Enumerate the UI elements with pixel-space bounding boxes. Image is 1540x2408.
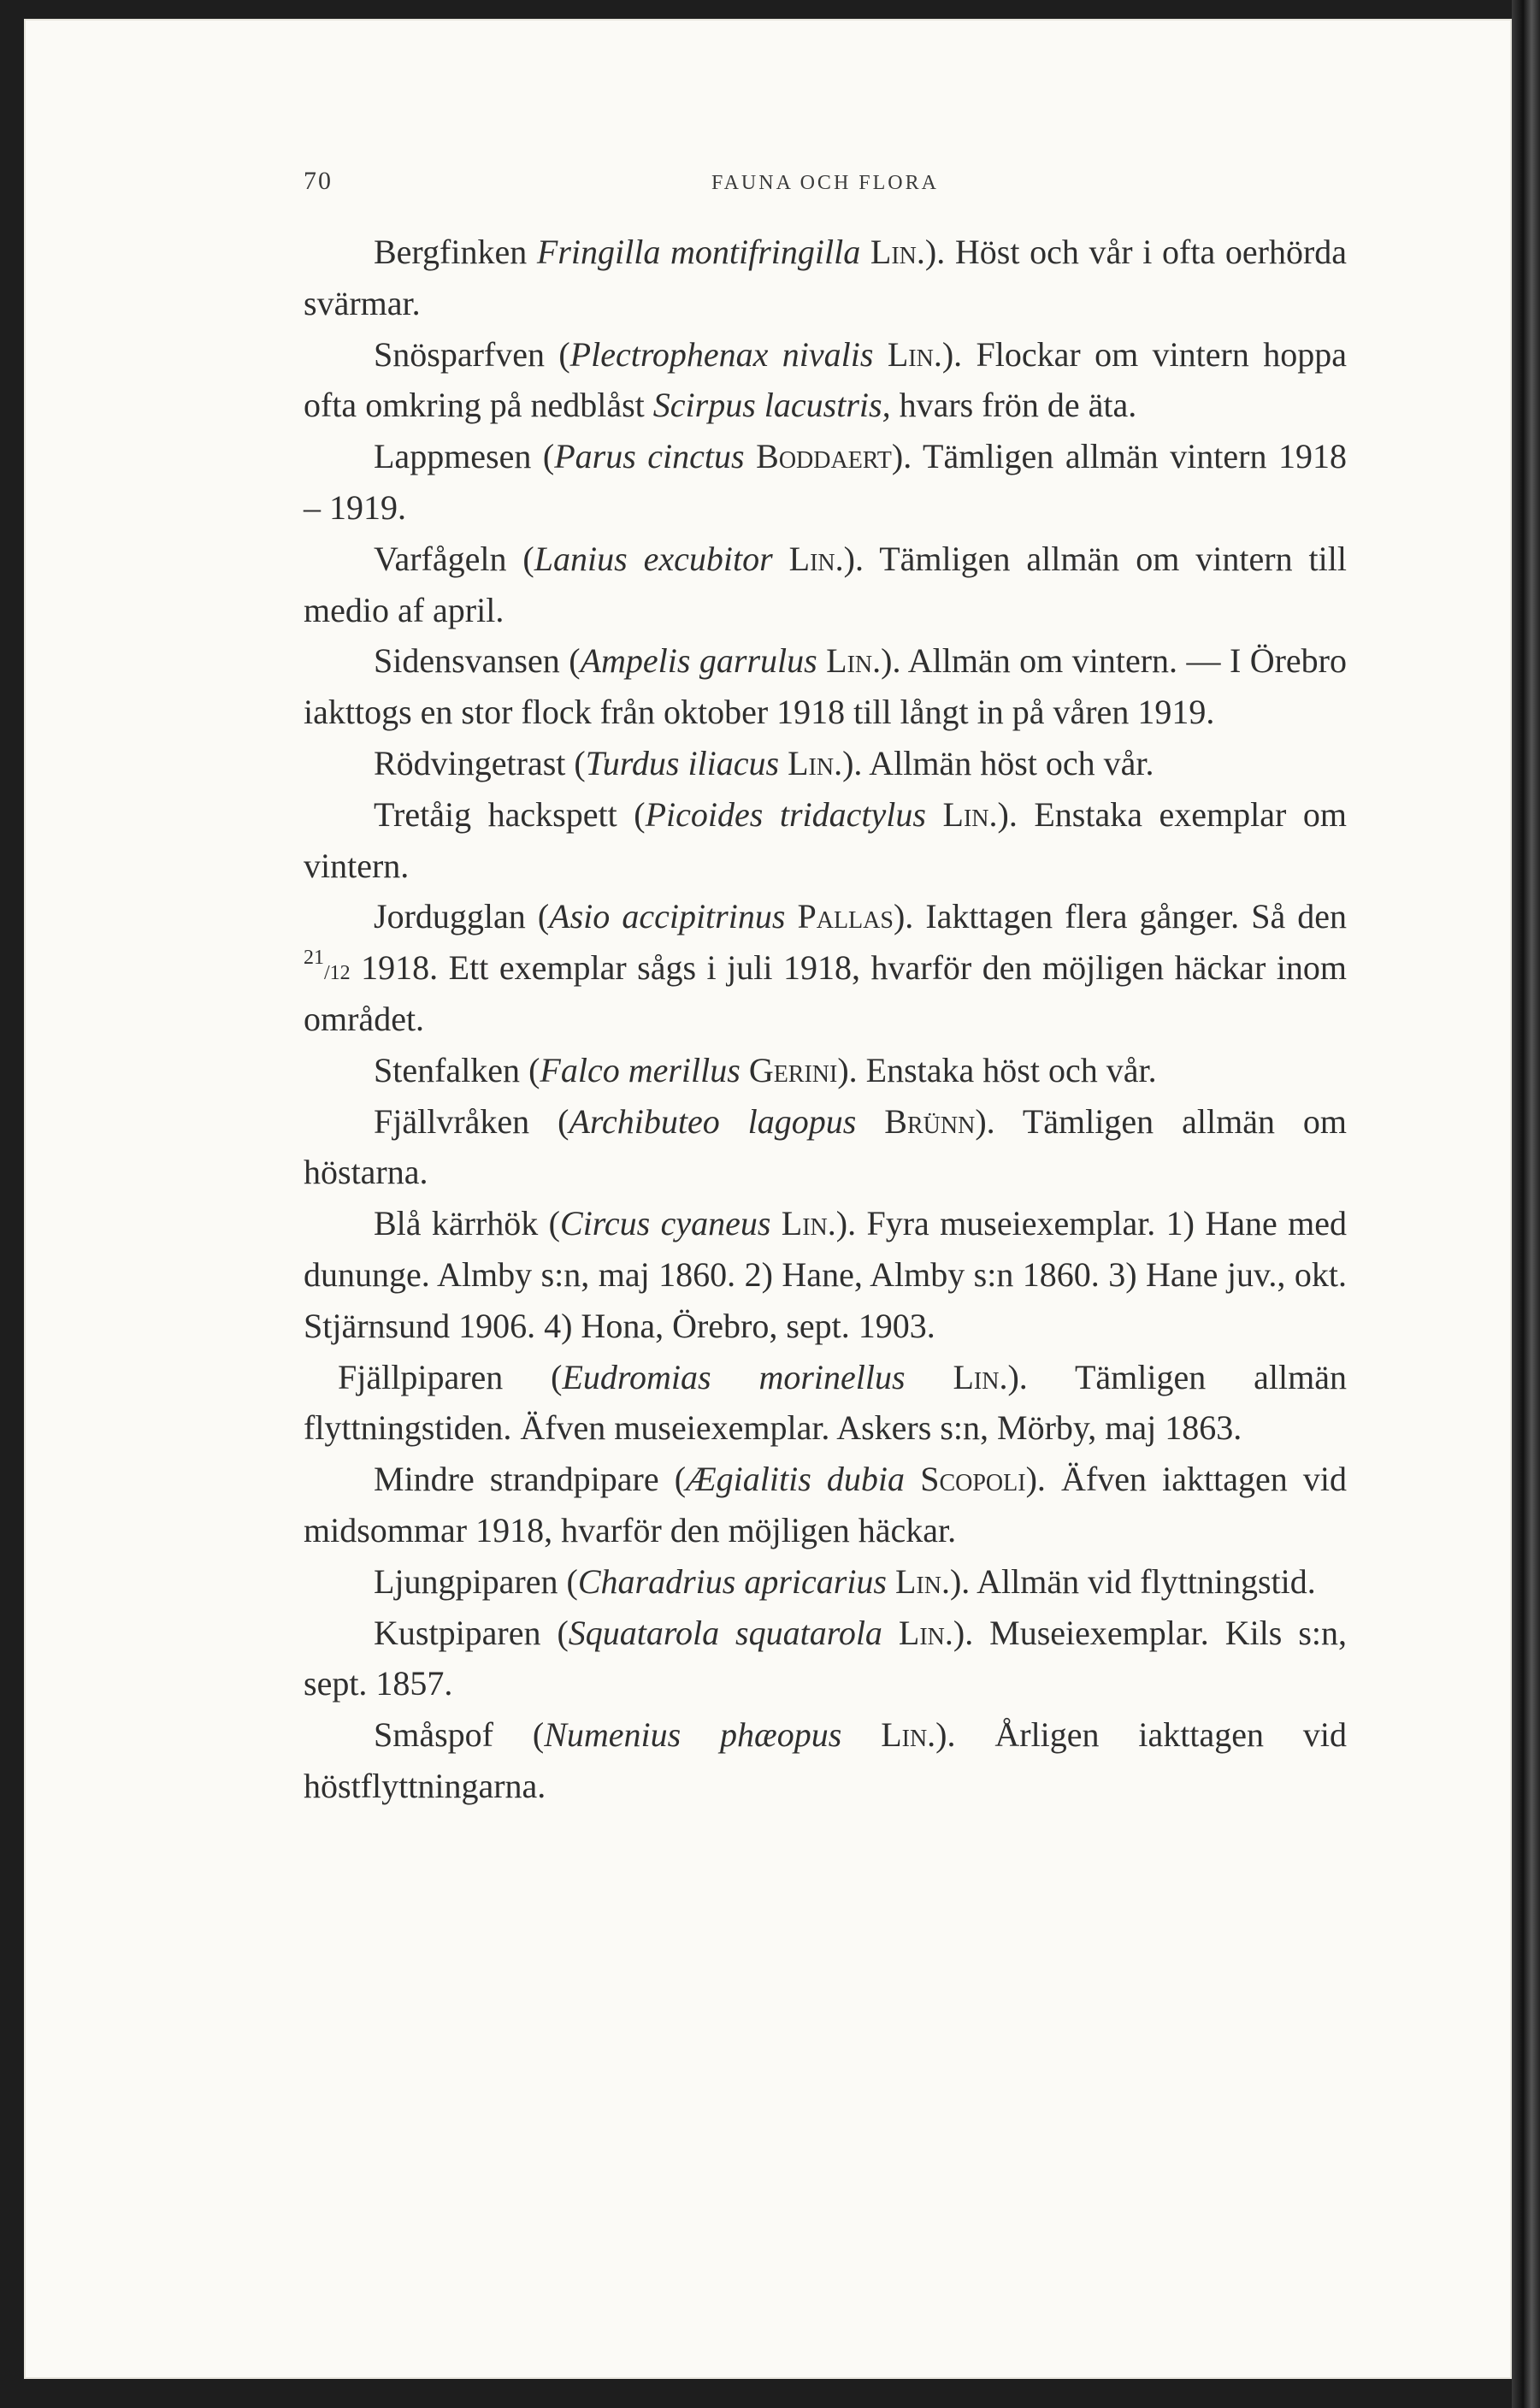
- author: Lin.: [781, 1204, 836, 1243]
- scientific-name: Falco merillus: [540, 1050, 740, 1089]
- species-entry: Stenfalken (Falco merillus Gerini). Enstaka höst och vår.: [374, 1050, 1157, 1089]
- common-name: Ljungpiparen: [374, 1561, 558, 1601]
- common-name: Kustpiparen: [374, 1613, 541, 1652]
- scientific-name: Circus cyaneus: [560, 1204, 771, 1243]
- scientific-name-inline: Scirpus lacustris,: [652, 386, 891, 425]
- common-name: Tretåig hackspett: [374, 794, 617, 834]
- author: Lin.: [788, 539, 844, 578]
- entry-text: ). Höst och vår i ofta oerhörda svärmar.: [304, 233, 1348, 322]
- species-entry: Mindre strandpipare (Ægialitis dubia Scopoli). Äfven iakttagen vid midsommar 1918, hvarför den möjligen häckar.: [304, 1460, 1348, 1549]
- scan-edge: [1512, 0, 1540, 2408]
- author: Brünn: [884, 1101, 976, 1141]
- common-name: Blå kärrhök: [374, 1204, 539, 1243]
- common-name: Varfågeln: [374, 539, 507, 578]
- entry-text: ). Allmän höst och vår.: [842, 743, 1154, 782]
- species-entry: Ljungpiparen (Charadrius apricarius Lin.). Allmän vid flyttningstid.: [374, 1561, 1316, 1601]
- entry-text: 1918. Ett exemplar sågs i juli 1918, hvarför den möjligen häckar inom området.: [304, 948, 1347, 1038]
- scientific-name: Ampelis garrulus: [580, 641, 817, 681]
- author: Scopoli: [920, 1460, 1026, 1499]
- species-entry: Varfågeln (Lanius excubitor Lin.). Tämligen allmän om vintern till medio af april.: [304, 539, 1348, 629]
- species-list: [304, 227, 1347, 1812]
- entry-text: ). Äfven iakttagen vid midsommar 1918, hvarför den möjligen häckar.: [304, 1460, 1348, 1549]
- species-entry: Jordugglan (Asio accipitrinus Pallas). Iakttagen flera gånger. Så den $^{21}$/12 1918. Ett exemplar sågs i juli 1918, hvarför den möjligen häckar inom området.: [304, 897, 1348, 1038]
- species-entry: Fjällpiparen (Eudromias morinellus Lin.). Tämligen allmän flyttningstiden. Äfven museiexemplar. Askers s:n, Mörby, maj 1863.: [304, 1357, 1347, 1448]
- entry-text: ). Flockar om vintern hoppa ofta omkring på nedblåst: [304, 334, 1347, 425]
- scientific-name: Charadrius apricarius: [577, 1561, 887, 1601]
- page-number: 70: [304, 167, 333, 195]
- scientific-name: Ægialitis dubia: [686, 1460, 906, 1499]
- author: Boddaert: [756, 437, 892, 476]
- common-name: Lappmesen: [374, 437, 532, 476]
- author: Lin.: [895, 1561, 950, 1601]
- entry-text: ). Iakttagen flera gånger. Så den: [893, 897, 1348, 936]
- scientific-name: Parus cinctus: [554, 437, 745, 476]
- species-entry: Rödvingetrast (Turdus iliacus Lin.). Allmän höst och vår.: [374, 743, 1154, 782]
- date-month: /12: [324, 962, 351, 985]
- scientific-name: Fringilla montifringilla: [536, 233, 861, 271]
- entry-text: ). Tämligen allmän vintern 1918 – 1919.: [304, 437, 1348, 527]
- entry-text: ). Enstaka höst och vår.: [837, 1050, 1157, 1089]
- entry-text: ). Allmän vid flyttningstid.: [949, 1561, 1316, 1601]
- author: Lin.: [870, 233, 925, 271]
- species-entry: Lappmesen (Parus cinctus Boddaert). Tämligen allmän vintern 1918 – 1919.: [304, 437, 1348, 527]
- scientific-name: Asio accipitrinus: [549, 897, 786, 936]
- author: Lin.: [953, 1357, 1008, 1396]
- common-name: Bergfinken: [374, 233, 528, 271]
- running-head: FAUNA OCH FLORA: [711, 172, 939, 194]
- common-name: Jordugglan: [374, 897, 526, 936]
- species-entry: Fjällvråken (Archibuteo lagopus Brünn). Tämligen allmän om höstarna.: [304, 1101, 1348, 1192]
- common-name: Stenfalken: [374, 1050, 521, 1089]
- species-entry: Sidensvansen (Ampelis garrulus Lin.). Allmän om vintern. — I Örebro iakttogs en stor flock från oktober 1918 till långt in på våren 1919.: [304, 641, 1347, 732]
- species-entry: Småspof (Numenius phæopus Lin.). Årligen iakttagen vid höstflyttningarna.: [304, 1715, 1347, 1805]
- species-entry: [304, 227, 1347, 329]
- author: Lin.: [887, 334, 942, 374]
- scientific-name: Lanius excubitor: [534, 539, 773, 578]
- author: Pallas: [797, 897, 894, 936]
- entry-text: ). Årligen iakttagen vid höstflyttningarna.: [304, 1715, 1347, 1805]
- scientific-name: Numenius phæopus: [544, 1715, 842, 1755]
- author: Lin.: [881, 1715, 936, 1755]
- author: Lin.: [942, 794, 998, 834]
- scientific-name: Squatarola squatarola: [568, 1613, 882, 1652]
- date-day: 21: [304, 947, 324, 970]
- entry-text: ). Enstaka exemplar om vintern.: [304, 794, 1348, 885]
- common-name: Småspof: [374, 1715, 493, 1755]
- common-name: Snösparfven: [374, 334, 545, 374]
- author: Lin.: [826, 641, 882, 681]
- scientific-name: Plectrophenax nivalis: [569, 334, 874, 374]
- common-name: Fjällpiparen: [338, 1357, 504, 1396]
- entry-text: hvars frön de äta.: [890, 386, 1137, 425]
- page-header: [304, 167, 1347, 201]
- common-name: Rödvingetrast: [374, 743, 566, 782]
- entry-text: ). Tämligen allmän flyttningstiden. Äfven museiexemplar. Askers s:n, Mörby, maj 1863.: [304, 1357, 1347, 1448]
- common-name: Fjällvråken: [374, 1101, 530, 1141]
- species-entry: Tretåig hackspett (Picoides tridactylus Lin.). Enstaka exemplar om vintern.: [304, 794, 1348, 885]
- entry-text: ). Museiexemplar. Kils s:n, sept. 1857.: [304, 1613, 1348, 1703]
- scientific-name: Eudromias morinellus: [562, 1357, 906, 1396]
- entry-text: ). Fyra museiexemplar. 1) Hane med dununge. Almby s:n, maj 1860. 2) Hane, Almby s:n 1860. 3) Hane juv., okt. Stjärnsund 1906. 4) Hona, Örebro, sept. 1903.: [304, 1204, 1348, 1345]
- author: Gerini: [748, 1050, 838, 1089]
- scientific-name: Archibuteo lagopus: [569, 1101, 857, 1141]
- entry-text: ). Tämligen allmän om vintern till medio af april.: [304, 539, 1348, 629]
- author: Lin.: [898, 1613, 953, 1652]
- author: Lin.: [788, 743, 843, 782]
- species-entry: Blå kärrhök (Circus cyaneus Lin.). Fyra museiexemplar. 1) Hane med dununge. Almby s:n, maj 1860. 2) Hane, Almby s:n 1860. 3) Hane juv., okt. Stjärnsund 1906. 4) Hona, Örebro, sept. 1903.: [304, 1204, 1348, 1345]
- species-entry: Snösparfven (Plectrophenax nivalis Lin.). Flockar om vintern hoppa ofta omkring på nedblåst Scirpus lacustris, hvars frön de äta.: [304, 334, 1347, 425]
- entry-text: ). Allmän om vintern. — I Örebro iakttogs en stor flock från oktober 1918 till långt in på våren 1919.: [304, 641, 1347, 732]
- common-name: Sidensvansen: [374, 641, 560, 681]
- common-name: Mindre strandpipare: [374, 1460, 659, 1499]
- species-entry: Kustpiparen (Squatarola squatarola Lin.). Museiexemplar. Kils s:n, sept. 1857.: [304, 1613, 1348, 1703]
- scientific-name: Turdus iliacus: [585, 743, 780, 782]
- entry-text: ). Tämligen allmän om höstarna.: [304, 1101, 1348, 1192]
- scientific-name: Picoides tridactylus: [645, 794, 926, 834]
